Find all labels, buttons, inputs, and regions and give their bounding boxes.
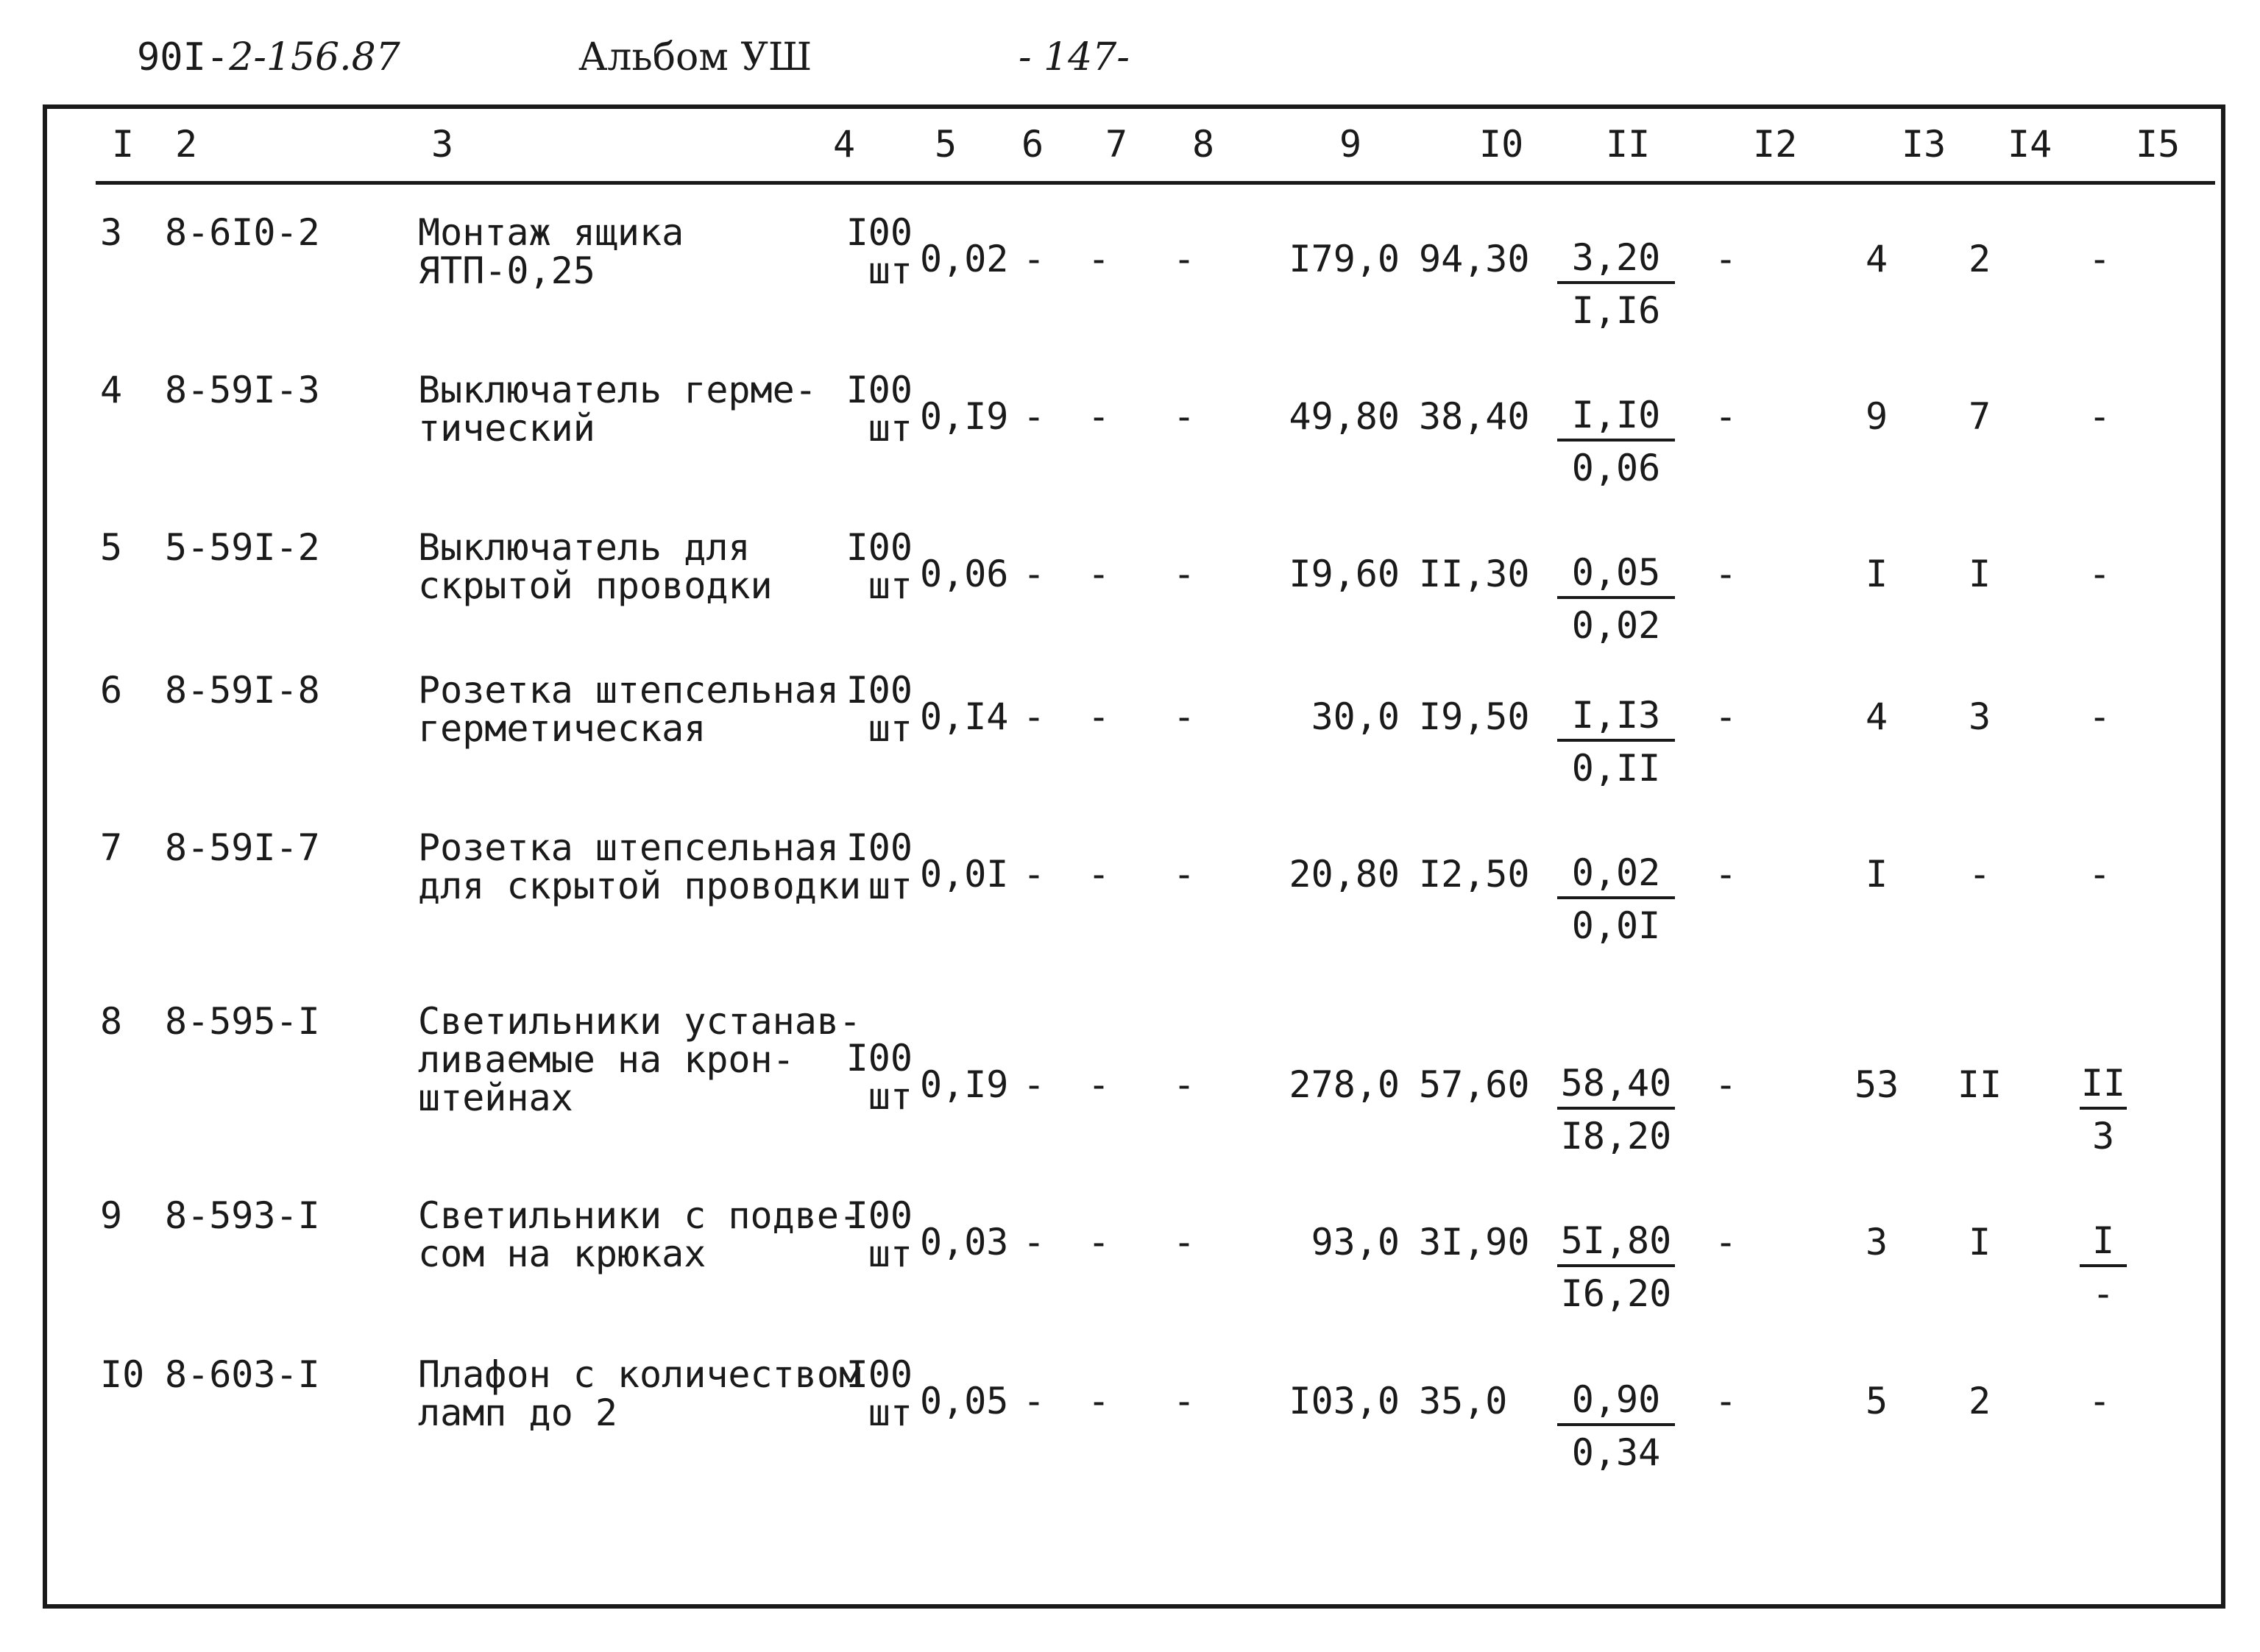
row-col10: 94,30 bbox=[1419, 238, 1530, 280]
row-col8: - bbox=[1173, 553, 1196, 595]
row-name: Выключатель для скрытой проводки bbox=[418, 526, 773, 607]
row-col11 bbox=[1557, 1220, 1675, 1314]
row-col12: - bbox=[1715, 553, 1737, 595]
row-col6: - bbox=[1023, 395, 1046, 438]
row-col11-denominator: 0,34 bbox=[1571, 1431, 1661, 1474]
row-code: 8-59I-3 bbox=[165, 369, 320, 411]
header-rule bbox=[96, 181, 2215, 185]
row-col7: - bbox=[1088, 853, 1110, 896]
row-unit: I00 шт bbox=[846, 369, 913, 450]
row-number: 9 bbox=[100, 1194, 123, 1237]
row-unit: I00 шт bbox=[846, 526, 913, 607]
row-col6: - bbox=[1023, 695, 1046, 738]
row-col14: II bbox=[1957, 1063, 2002, 1106]
column-header: I bbox=[112, 123, 135, 166]
column-header: I2 bbox=[1753, 123, 1798, 166]
row-col14: 2 bbox=[1968, 238, 1991, 280]
row-name: Плафон с количеством ламп до 2 bbox=[418, 1353, 862, 1434]
row-unit: I00 шт bbox=[846, 669, 913, 750]
row-col9: I79,0 bbox=[1289, 238, 1400, 280]
row-col9: 278,0 bbox=[1289, 1063, 1400, 1106]
row-col14: 2 bbox=[1968, 1380, 1991, 1422]
column-header: 2 bbox=[175, 123, 198, 166]
album-label: Альбом УШ bbox=[578, 35, 812, 79]
row-col11-denominator: 0,02 bbox=[1571, 604, 1661, 647]
row-col11-denominator: I6,20 bbox=[1560, 1272, 1672, 1315]
row-col8: - bbox=[1173, 695, 1196, 738]
row-col13: 5 bbox=[1865, 1380, 1888, 1422]
row-col11-denominator: 0,II bbox=[1571, 747, 1661, 790]
row-col14: I bbox=[1968, 553, 1991, 595]
row-col12: - bbox=[1715, 1063, 1737, 1106]
row-col13: 53 bbox=[1855, 1063, 1899, 1106]
row-name: Светильники с подве- сом на крюках bbox=[418, 1194, 862, 1275]
row-col12: - bbox=[1715, 1380, 1737, 1422]
column-header: 5 bbox=[935, 123, 957, 166]
row-col15 bbox=[2080, 1063, 2127, 1157]
column-header: I0 bbox=[1479, 123, 1524, 166]
row-col10: 57,60 bbox=[1419, 1063, 1530, 1106]
row-code: 8-6I0-2 bbox=[165, 211, 320, 254]
row-col11 bbox=[1557, 237, 1675, 331]
row-col14: - bbox=[1968, 853, 1991, 896]
row-col7: - bbox=[1088, 1380, 1110, 1422]
row-col11-denominator: 0,06 bbox=[1571, 447, 1661, 489]
row-col13: 9 bbox=[1865, 395, 1888, 438]
row-col15-denominator: - bbox=[2091, 1272, 2115, 1315]
row-col13: I bbox=[1865, 853, 1888, 896]
row-number: 8 bbox=[100, 1000, 123, 1043]
row-col14: 7 bbox=[1968, 395, 1991, 438]
row-col11-numerator: I,I3 bbox=[1557, 695, 1675, 742]
row-col9: 93,0 bbox=[1311, 1221, 1400, 1263]
row-unit: I00 шт bbox=[846, 1194, 913, 1275]
row-col7: - bbox=[1088, 1063, 1110, 1106]
column-header: 8 bbox=[1192, 123, 1215, 166]
row-col8: - bbox=[1173, 1063, 1196, 1106]
row-col15: - bbox=[2089, 853, 2111, 896]
row-col11-numerator: 5I,80 bbox=[1557, 1220, 1675, 1267]
row-number: 5 bbox=[100, 526, 123, 569]
row-code: 8-595-I bbox=[165, 1000, 320, 1043]
row-col12: - bbox=[1715, 1221, 1737, 1263]
row-col5: 0,I9 bbox=[920, 395, 1009, 438]
row-col5: 0,02 bbox=[920, 238, 1009, 280]
row-col8: - bbox=[1173, 1221, 1196, 1263]
row-name: Розетка штепсельная герметическая bbox=[418, 669, 839, 750]
row-name: Выключатель герме- тический bbox=[418, 369, 817, 450]
row-col11-numerator: 0,05 bbox=[1557, 552, 1675, 599]
row-col15: - bbox=[2089, 553, 2111, 595]
row-col7: - bbox=[1088, 1221, 1110, 1263]
row-col11 bbox=[1557, 695, 1675, 789]
row-col15-denominator: 3 bbox=[2091, 1115, 2115, 1158]
row-col13: 3 bbox=[1865, 1221, 1888, 1263]
row-col13: 4 bbox=[1865, 238, 1888, 280]
row-col7: - bbox=[1088, 395, 1110, 438]
row-col5: 0,03 bbox=[920, 1221, 1009, 1263]
row-col13: I bbox=[1865, 553, 1888, 595]
row-col11 bbox=[1557, 1063, 1675, 1157]
row-code: 8-593-I bbox=[165, 1194, 320, 1237]
row-col11-denominator: I8,20 bbox=[1560, 1115, 1672, 1158]
row-col11-numerator: I,I0 bbox=[1557, 394, 1675, 442]
row-col11-denominator: 0,0I bbox=[1571, 904, 1661, 947]
row-col7: - bbox=[1088, 238, 1110, 280]
row-col6: - bbox=[1023, 1380, 1046, 1422]
row-code: 8-59I-7 bbox=[165, 826, 320, 869]
row-col12: - bbox=[1715, 238, 1737, 280]
row-col10: I9,50 bbox=[1419, 695, 1530, 738]
column-header: 7 bbox=[1105, 123, 1128, 166]
row-col10: I2,50 bbox=[1419, 853, 1530, 896]
doc-code bbox=[137, 35, 400, 79]
row-col6: - bbox=[1023, 238, 1046, 280]
row-code: 5-59I-2 bbox=[165, 526, 320, 569]
row-col6: - bbox=[1023, 1221, 1046, 1263]
row-number: 6 bbox=[100, 669, 123, 712]
row-col11-numerator: 0,02 bbox=[1557, 852, 1675, 899]
row-name: Светильники устанав- ливаемые на крон- штейнах bbox=[418, 1000, 862, 1119]
column-header: 6 bbox=[1021, 123, 1044, 166]
row-col9: I03,0 bbox=[1289, 1380, 1400, 1422]
row-col9: 30,0 bbox=[1311, 695, 1400, 738]
column-header: II bbox=[1606, 123, 1651, 166]
row-col11 bbox=[1557, 552, 1675, 646]
row-col15: - bbox=[2089, 695, 2111, 738]
row-col12: - bbox=[1715, 853, 1737, 896]
row-unit: I00 шт bbox=[846, 826, 913, 907]
row-col11 bbox=[1557, 394, 1675, 489]
column-header: 9 bbox=[1339, 123, 1362, 166]
column-header: 4 bbox=[833, 123, 856, 166]
row-col5: 0,05 bbox=[920, 1380, 1009, 1422]
row-col11 bbox=[1557, 1379, 1675, 1473]
row-col11-numerator: 3,20 bbox=[1557, 237, 1675, 284]
page-number: - 147- bbox=[1019, 35, 1130, 79]
row-number: 3 bbox=[100, 211, 123, 254]
row-col10: 35,0 bbox=[1419, 1380, 1508, 1422]
row-col6: - bbox=[1023, 1063, 1046, 1106]
row-name: Розетка штепсельная для скрытой проводки bbox=[418, 826, 862, 907]
column-header: I4 bbox=[2008, 123, 2052, 166]
row-col5: 0,0I bbox=[920, 853, 1009, 896]
row-code: 8-59I-8 bbox=[165, 669, 320, 712]
row-col7: - bbox=[1088, 553, 1110, 595]
row-col8: - bbox=[1173, 1380, 1196, 1422]
row-col11-numerator: 58,40 bbox=[1557, 1063, 1675, 1110]
row-col8: - bbox=[1173, 395, 1196, 438]
row-col15-numerator: I bbox=[2080, 1220, 2127, 1267]
row-code: 8-603-I bbox=[165, 1353, 320, 1396]
row-col15: - bbox=[2089, 395, 2111, 438]
row-col9: I9,60 bbox=[1289, 553, 1400, 595]
row-col9: 49,80 bbox=[1289, 395, 1400, 438]
row-col6: - bbox=[1023, 853, 1046, 896]
row-col10: 38,40 bbox=[1419, 395, 1530, 438]
row-col11-denominator: I,I6 bbox=[1571, 289, 1661, 332]
row-col8: - bbox=[1173, 853, 1196, 896]
row-col15-numerator: II bbox=[2080, 1063, 2127, 1110]
row-name: Монтаж ящика ЯТП-0,25 bbox=[418, 211, 684, 292]
row-col8: - bbox=[1173, 238, 1196, 280]
row-col14: 3 bbox=[1968, 695, 1991, 738]
row-number: I0 bbox=[100, 1353, 145, 1396]
doc-code-printed: 90I- bbox=[137, 35, 230, 79]
row-col11-numerator: 0,90 bbox=[1557, 1379, 1675, 1426]
row-number: 7 bbox=[100, 826, 123, 869]
doc-code-handwritten: 2-156.87 bbox=[229, 35, 400, 79]
row-col15: - bbox=[2089, 1380, 2111, 1422]
column-header: I5 bbox=[2136, 123, 2181, 166]
row-col15: - bbox=[2089, 238, 2111, 280]
row-col6: - bbox=[1023, 553, 1046, 595]
column-header: 3 bbox=[431, 123, 454, 166]
row-col14: I bbox=[1968, 1221, 1991, 1263]
row-col5: 0,I4 bbox=[920, 695, 1009, 738]
row-col13: 4 bbox=[1865, 695, 1888, 738]
column-header: I3 bbox=[1902, 123, 1946, 166]
row-col10: 3I,90 bbox=[1419, 1221, 1530, 1263]
row-unit: I00 шт bbox=[846, 1037, 913, 1118]
row-col5: 0,06 bbox=[920, 553, 1009, 595]
row-col7: - bbox=[1088, 695, 1110, 738]
row-unit: I00 шт bbox=[846, 211, 913, 292]
row-col10: II,30 bbox=[1419, 553, 1530, 595]
row-number: 4 bbox=[100, 369, 123, 411]
row-col12: - bbox=[1715, 395, 1737, 438]
row-col5: 0,I9 bbox=[920, 1063, 1009, 1106]
row-unit: I00 шт bbox=[846, 1353, 913, 1434]
row-col15 bbox=[2080, 1220, 2127, 1314]
row-col12: - bbox=[1715, 695, 1737, 738]
row-col9: 20,80 bbox=[1289, 853, 1400, 896]
row-col11 bbox=[1557, 852, 1675, 946]
